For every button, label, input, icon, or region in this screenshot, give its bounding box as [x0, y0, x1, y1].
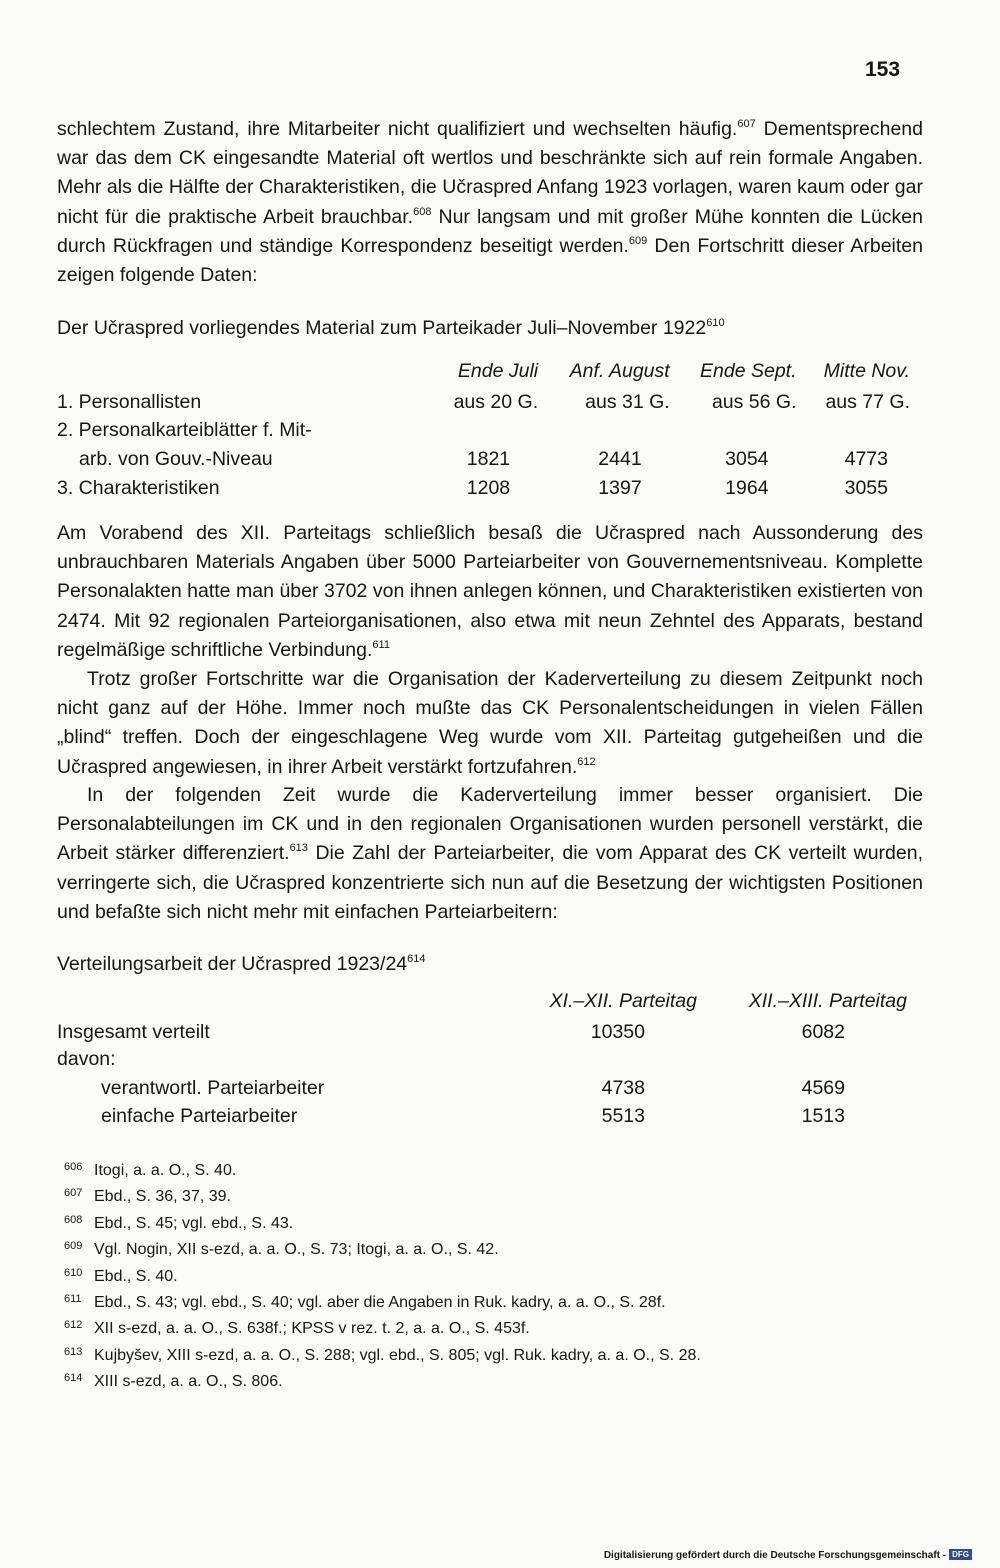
footnote-text: Vgl. Nogin, XII s-ezd, a. a. O., S. 73; Itogi, a. a. O., S. 42.	[94, 1241, 499, 1259]
footnote-text: Ebd., S. 40.	[94, 1267, 178, 1285]
table-row	[57, 1071, 907, 1100]
table1-header: Mitte Nov.	[823, 360, 910, 382]
table-cell: 4569	[801, 1077, 845, 1099]
table-row	[57, 471, 910, 500]
table-row	[57, 383, 910, 414]
row-label: 2. Personalkarteiblätter f. Mit-	[57, 419, 312, 441]
row-label: einfache Parteiarbeiter	[101, 1105, 298, 1127]
footnote-number: 606	[64, 1161, 83, 1173]
paragraph-4: In der folgenden Zeit wurde die Kaderverteilung immer besser organisiert. Die Personalabteilungen im CK und in den regionalen Organisationen wurden personell verstärkt, die Arbeit stärker differenziert.$^{613}$ Die Zahl der Parteiarbeiter, die vom Apparat des CK verteilt wurden, verringerte sich, die Učraspred konzentrierte sich nun auf die Besetzung der wichtigsten Positionen und befaßte sich nicht mehr mit einfachen Parteiarbeitern:	[57, 784, 923, 923]
footnote-ref-612: 612	[577, 755, 596, 768]
footnote-text: Ebd., S. 43; vgl. ebd., S. 40; vgl. aber die Angaben in Ruk. kadry, a. a. O., S. 28f.	[94, 1294, 666, 1312]
digitization-note: Digitalisierung gefördert durch die Deutsche Forschungsgemeinschaft - DFG	[604, 1549, 972, 1561]
footnote-number: 610	[64, 1266, 83, 1279]
table2-header-row	[57, 985, 907, 1013]
table-cell: aus 77 G.	[825, 391, 910, 413]
table-row	[57, 414, 910, 442]
table-cell: 3054	[725, 448, 769, 470]
footnote-text: Ebd., S. 45; vgl. ebd., S. 43.	[94, 1214, 294, 1232]
table-cell: aus 31 G.	[585, 391, 670, 413]
footnote	[64, 1156, 701, 1182]
row-label: verantwortl. Parteiarbeiter	[101, 1077, 325, 1099]
table1-header: Ende Sept.	[700, 360, 797, 382]
paragraph-3: Trotz großer Fortschritte war die Organisation der Kaderverteilung zu diesem Zeitpunkt noch nicht ganz auf der Höhe. Immer noch mußte das CK Personalentscheidungen in vielen Fällen „blind“ treffen. Doch der eingeschlagene Weg wurde vom XII. Parteitag gutgeheißen und die Učraspred angewiesen, in ihrer Arbeit verstärkt fortzufahren.$^{612}$	[57, 668, 923, 778]
row-label: 1. Personallisten	[57, 391, 202, 413]
table-cell	[477, 1044, 697, 1071]
table1-title: Der Učraspred vorliegendes Material zum Parteikader Juli–November 1922$^{610}$	[57, 317, 725, 339]
footnote	[64, 1288, 701, 1314]
footnote-ref-608: 608	[413, 205, 432, 218]
table-cell: 4773	[844, 448, 888, 470]
footnote-text: XII s-ezd, a. a. O., S. 638f.; KPSS v rez. t. 2, a. a. O., S. 453f.	[94, 1320, 530, 1338]
footnote-text: Itogi, a. a. O., S. 40.	[94, 1162, 237, 1179]
footnote	[64, 1367, 701, 1393]
table1-header: Anf. August	[569, 360, 670, 382]
table-row	[57, 1013, 907, 1044]
footnote-ref-609: 609	[628, 234, 648, 247]
footnote-number: 608	[64, 1213, 83, 1226]
table-cell: 3055	[844, 477, 888, 499]
table-row	[57, 442, 910, 471]
footnote	[64, 1235, 701, 1261]
footnote-number: 613	[64, 1345, 83, 1358]
table-cell: 1821	[466, 448, 511, 470]
footnote-text: XIII s-ezd, a. a. O., S. 806.	[94, 1373, 283, 1391]
table2-title: Verteilungsarbeit der Učraspred $1923/24^{614}$	[57, 953, 426, 975]
table-cell: 2441	[598, 448, 642, 470]
row-label: davon:	[57, 1048, 116, 1070]
footnote	[64, 1341, 701, 1367]
table2	[57, 985, 907, 1128]
table-row	[57, 1100, 907, 1128]
table-cell: 1513	[801, 1105, 845, 1127]
table1-header: Ende Juli	[457, 360, 539, 382]
row-label: Insgesamt verteilt	[57, 1021, 210, 1043]
table-cell: 10350	[590, 1021, 645, 1043]
footnote-text: Kujbyšev, XIII s-ezd, a. a. O., S. 288; vgl. ebd., S. 805; vgl. Ruk. kadry, a. a. O., S. 28.	[94, 1346, 701, 1364]
footnote	[64, 1262, 701, 1288]
footnote	[64, 1209, 701, 1235]
footnote-number: 612	[64, 1319, 83, 1332]
dfg-logo-icon: DFG	[949, 1549, 972, 1560]
table1-header-row	[57, 353, 910, 383]
footnote-number: 607	[64, 1187, 83, 1200]
table-cell: 1964	[725, 477, 769, 499]
footnotes	[64, 1156, 701, 1394]
row-label: 3. Charakteristiken	[57, 477, 220, 499]
table-cell: 1208	[466, 477, 511, 499]
footnote-ref-613: 613	[289, 842, 308, 855]
table2-header: XI.–XII. Parteitag	[549, 990, 697, 1012]
table2-header: XII.–XIII. Parteitag	[748, 990, 907, 1012]
footnote-ref-607: 607	[737, 118, 756, 130]
footnote-ref-614: 614	[407, 953, 426, 965]
table-cell: 5513	[601, 1105, 645, 1127]
footnote	[64, 1314, 701, 1340]
table-cell: aus 20 G.	[453, 391, 539, 413]
paragraph-1: schlechtem Zustand, ihre Mitarbeiter nicht qualifiziert und wechselten häufig.$^{607}$ Dementsprechend war das dem CK eingesandte Material oft wertlos und beschränkte sich auf rein formale Angaben. Mehr als die Hälfte der Charakteristiken, die Učraspred Anfang 1923 vorlagen, waren kaum oder gar nicht für die praktische Arbeit brauchbar.$^{608}$ Nur langsam und mit großer Mühe konnten die Lücken durch Rückfragen und ständige Korrespondenz beseitigt werden.$^{609}$ Den Fortschritt dieser Arbeiten zeigen folgende Daten:	[57, 118, 923, 287]
table-cell: aus 56 G.	[711, 391, 797, 413]
table1	[57, 353, 910, 500]
row-label: arb. von Gouv.-Niveau	[79, 448, 273, 470]
table-cell: 4738	[601, 1077, 645, 1099]
footnote-number: 611	[64, 1293, 82, 1306]
footnote	[64, 1182, 701, 1208]
table-row	[57, 1044, 907, 1071]
footnote-text: Ebd., S. 36, 37, 39.	[94, 1188, 231, 1206]
footnote-number: 614	[64, 1372, 83, 1385]
footnote-number: 609	[64, 1240, 83, 1253]
table-cell: 6082	[801, 1021, 845, 1043]
page-number: 153	[865, 58, 901, 81]
paragraph-2: Am Vorabend des XII. Parteitags schließlich besaß die Učraspred nach Aussonderung des unbrauchbaren Materials Angaben über 5000 Parteiarbeiter von Gouvernementsniveau. Komplette Personalakten hatte man über 3702 von ihnen anlegen können, und Charakteristiken existierten von 2474. Mit 92 regionalen Parteiorganisationen, also etwa mit neun Zehntel des Apparats, bestand regelmäßige schriftliche Verbindung.$^{611}$	[57, 522, 923, 661]
table-cell: 1397	[598, 477, 642, 499]
footnote-ref-611: 611	[372, 638, 390, 651]
footnote-ref-610: 610	[706, 317, 725, 329]
table-cell	[697, 1044, 907, 1071]
